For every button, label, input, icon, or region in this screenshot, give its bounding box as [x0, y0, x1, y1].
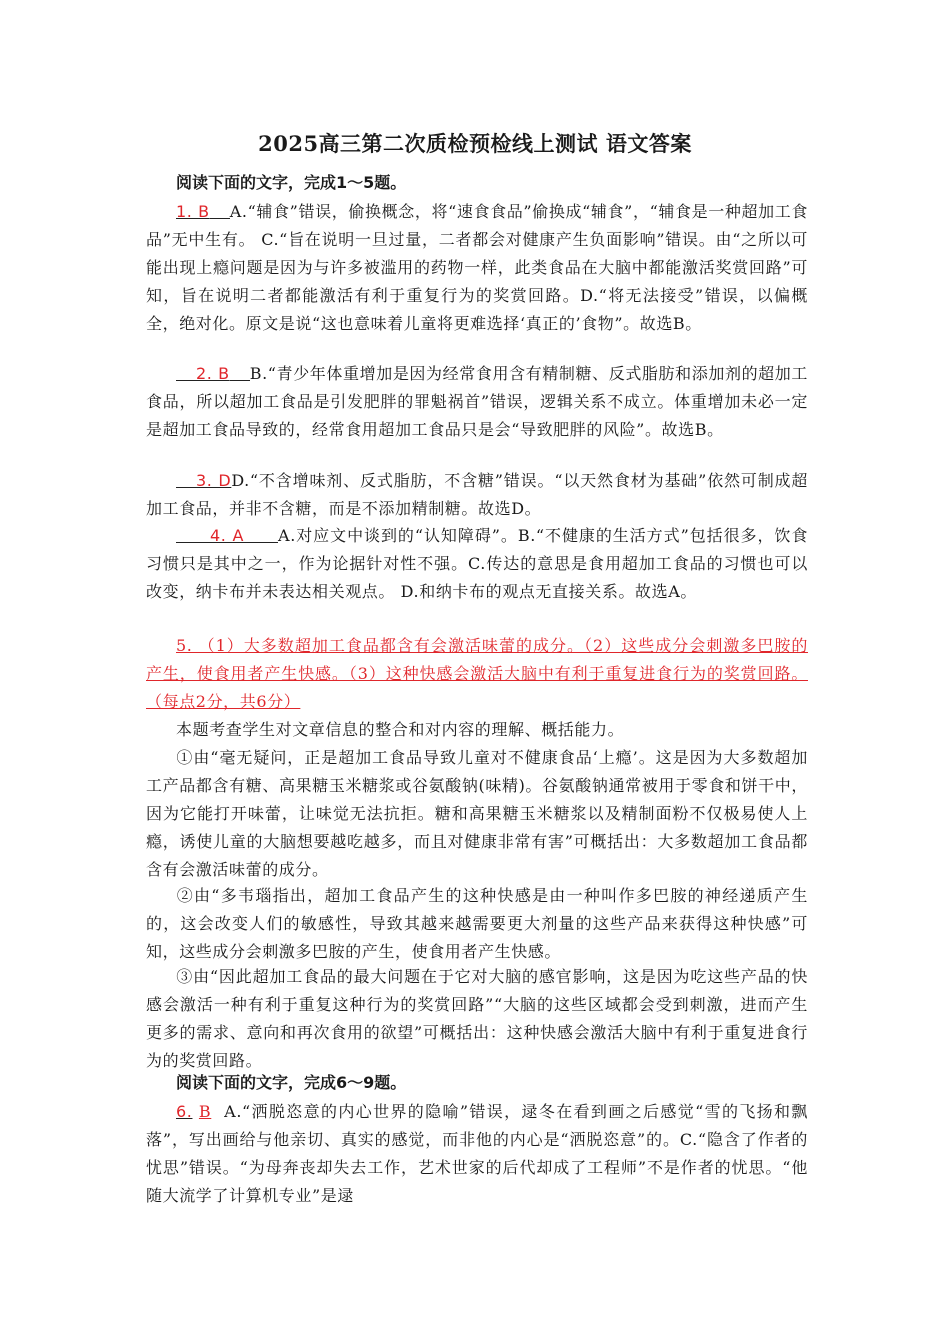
explanation-q6: A.“洒脱恣意的内心世界的隐喻”错误，逯冬在看到画之后感觉“雪的飞扬和飘落”，写出画给与他亲切、真实的感觉，而非他的内心是“洒脱恣意”的。C.“隐含了作者的忧思”错误。“为母奔丧却失去工作，艺术世家的后代却成了工程师”不是作者的忧思。“他随大流学了计算机专业”是逯	[146, 1102, 809, 1205]
answer-key-q3: 3. D	[196, 471, 232, 490]
explanation-q1: A.“辅食”错误，偷换概念，将“速食食品”偷换成“辅食”，“辅食是一种超加工食品”无中生有。 C.“旨在说明一旦过量，二者都会对健康产生负面影响”错误。由“之所以可能出现上瘾问题是因为与许多被滥用的药物一样，此类食品在大脑中都能激活奖赏回路”可知，旨在说明二者都能激活有利于重复行为的奖赏回路。D.“将无法接受”错误，以偏概全，绝对化。原文是说“这也意味着儿童将更难选择‘真正的’食物”。故选B。	[146, 202, 808, 333]
answer-key-q5: 5. （1）大多数超加工食品都含有会激活味蕾的成分。（2）这些成分会刺激多巴胺的产生，使食用者产生快感。（3）这种快感会激活大脑中有利于重复进食行为的奖赏回路。（每点2分，共6分）	[146, 636, 808, 711]
answer-q5	[146, 632, 808, 716]
answer-q1	[146, 198, 808, 338]
q5-point-3	[146, 963, 808, 1075]
q5-point-2-text: ②由“多韦瑙指出，超加工食品产生的这种快感是由一种叫作多巴胺的神经递质产生的，这会改变人们的敏感性，导致其越来越需要更大剂量的这些产品来获得这种快感”可知，这些成分会刺激多巴胺的产生，使食用者产生快感。	[146, 886, 808, 961]
answer-key-q1: 1. B	[176, 202, 210, 221]
q5-point-1	[146, 744, 808, 884]
section-heading-6-9: 阅读下面的文字，完成6～9题。	[176, 1073, 407, 1092]
answer-q3	[146, 467, 808, 523]
answer-key-q4: 4. A	[210, 526, 245, 545]
q5-intro	[146, 716, 808, 744]
answer-q6	[146, 1098, 808, 1210]
answer-q2	[146, 360, 808, 444]
q5-point-1-text: ①由“毫无疑问，正是超加工食品导致儿童对不健康食品‘上瘾’。这是因为大多数超加工产品都含有糖、高果糖玉米糖浆或谷氨酸钠(味精)。谷氨酸钠通常被用于零食和饼干中，因为它能打开味蕾，让味觉无法抗拒。糖和高果糖玉米糖浆以及精制面粉不仅极易使人上瘾，诱使儿童的大脑想要越吃越多，而且对健康非常有害”可概括出：大多数超加工食品都含有会激活味蕾的成分。	[146, 748, 808, 879]
explanation-q2: B.“青少年体重增加是因为经常食用含有精制糖、反式脂肪和添加剂的超加工食品，所以超加工食品是引发肥胖的罪魁祸首”错误，逻辑关系不成立。体重增加未必一定是超加工食品导致的，经常食用超加工食品只是会“导致肥胖的风险”。故选B。	[146, 364, 809, 439]
page-title: 2025高三第二次质检预检线上测试 语文答案	[258, 131, 692, 156]
answer-key-q6-num: 6.	[176, 1102, 193, 1121]
answer-key-q6: B	[198, 1102, 212, 1121]
answer-key-q2: 2. B	[196, 364, 230, 383]
q5-intro-text: 本题考查学生对文章信息的整合和对内容的理解、概括能力。	[176, 720, 625, 739]
q5-point-3-text: ③由“因此超加工食品的最大问题在于它对大脑的感官影响，这是因为吃这些产品的快感会激活一种有利于重复这种行为的奖赏回路”“大脑的这些区域都会受到刺激，进而产生更多的需求、意向和再次食用的欲望”可概括出：这种快感会激活大脑中有利于重复进食行为的奖赏回路。	[146, 967, 808, 1070]
explanation-q4: A.对应文中谈到的“认知障碍”。B.“不健康的生活方式”包括很多，饮食习惯只是其中之一，作为论据针对性不强。C.传达的意思是食用超加工食品的习惯也可以改变，纳卡布并未表达相关观点。 D.和纳卡布的观点无直接关系。故选A。	[146, 526, 808, 601]
q5-point-2	[146, 882, 808, 966]
section-heading-1-5: 阅读下面的文字，完成1～5题。	[176, 173, 407, 192]
answer-q4	[146, 522, 808, 606]
explanation-q3: D.“不含增味剂、反式脂肪，不含糖”错误。“以天然食材为基础”依然可制成超加工食品，并非不含糖，而是不添加精制糖。故选D。	[146, 471, 809, 518]
